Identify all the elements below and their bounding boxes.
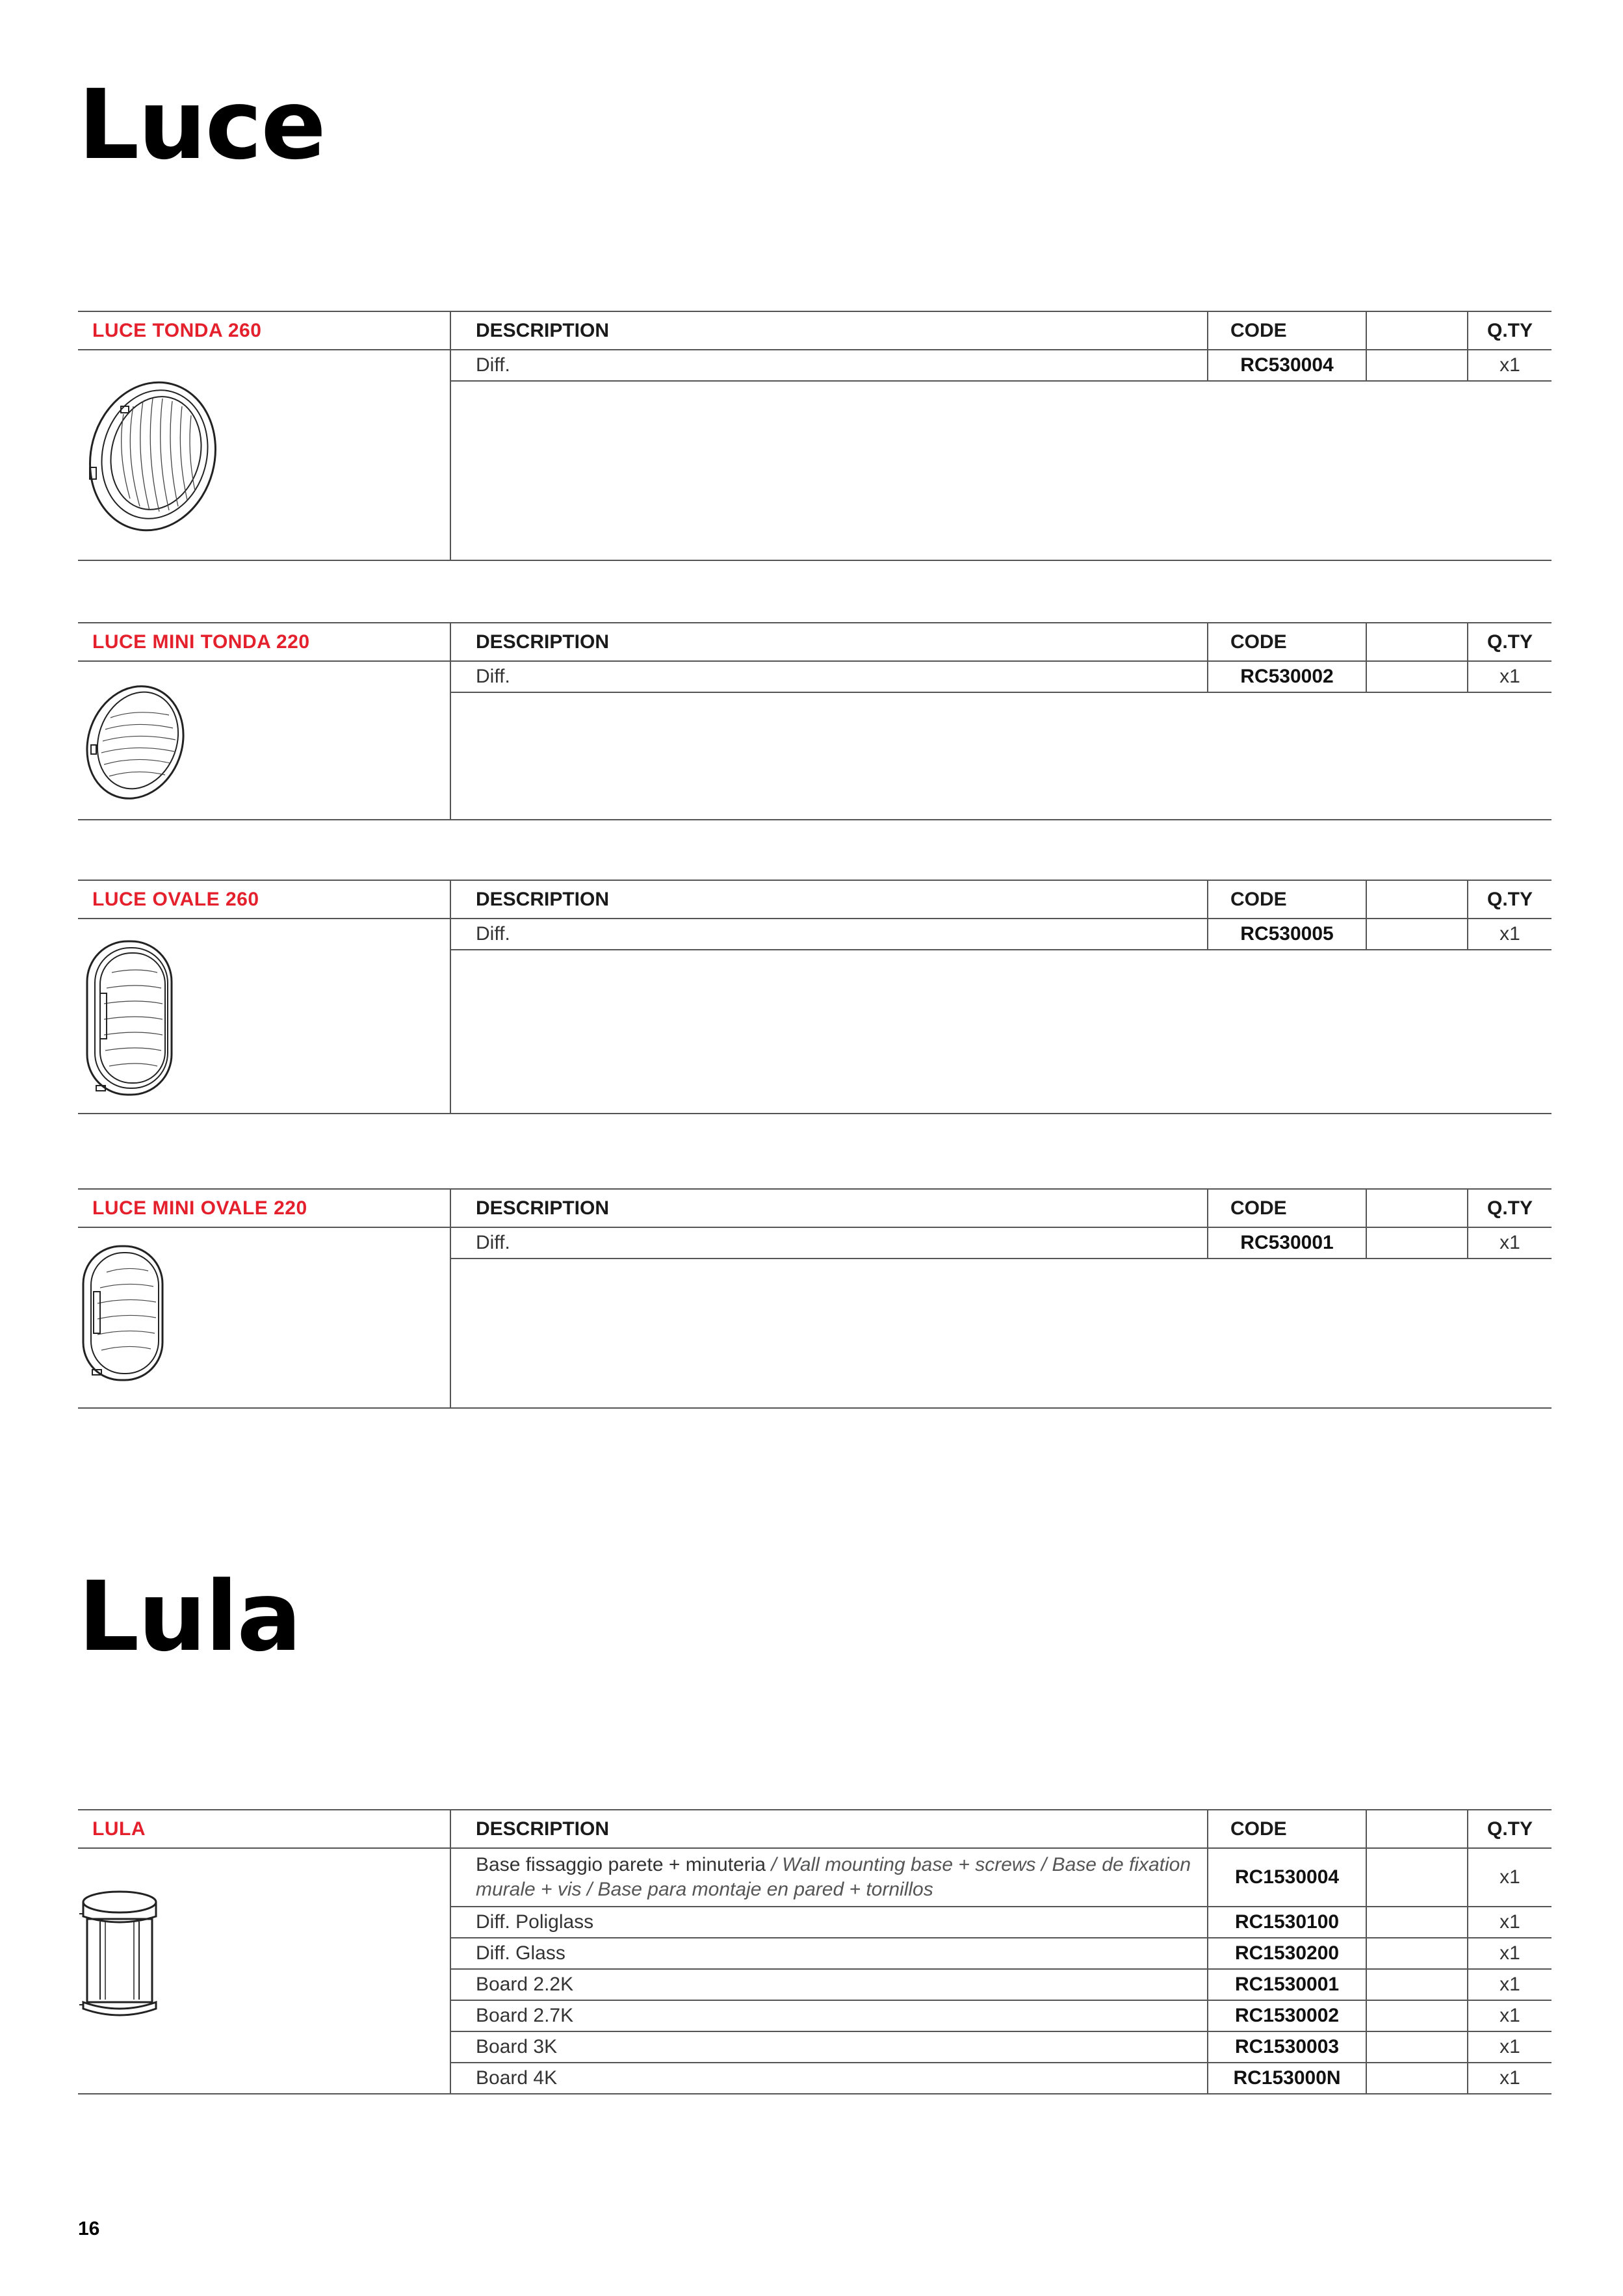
parts-table-luce-tonda-260 — [78, 311, 1552, 561]
row-code: RC1530004 — [1208, 1848, 1366, 1907]
qty-header: Q.TY — [1468, 623, 1552, 661]
row-blank — [1366, 2000, 1468, 2031]
row-description: Diff. — [450, 350, 1208, 381]
row-qty: x1 — [1468, 1848, 1552, 1907]
row-blank — [1366, 1227, 1468, 1259]
row-blank — [1366, 350, 1468, 381]
product-name: LUCE MINI OVALE 220 — [78, 1189, 450, 1227]
description-text: Base fissaggio parete + minuteria — [476, 1854, 766, 1875]
row-description: Board 4K — [450, 2063, 1208, 2094]
row-qty: x1 — [1468, 661, 1552, 692]
row-description — [450, 1848, 1208, 1907]
row-qty: x1 — [1468, 2000, 1552, 2031]
parts-table-lula — [78, 1809, 1552, 2094]
product-image — [78, 1848, 450, 2094]
product-name: LUCE TONDA 260 — [78, 311, 450, 350]
row-description: Diff. — [450, 661, 1208, 692]
round-bulkhead-lamp-icon — [78, 369, 227, 544]
row-code: RC1530001 — [1208, 1969, 1366, 2000]
qty-header: Q.TY — [1468, 1810, 1552, 1848]
row-blank — [1366, 2063, 1468, 2094]
description-header: DESCRIPTION — [450, 1810, 1208, 1848]
row-qty: x1 — [1468, 2063, 1552, 2094]
row-qty: x1 — [1468, 919, 1552, 950]
empty-area — [450, 381, 1552, 560]
oval-bulkhead-lamp-icon — [78, 933, 195, 1102]
empty-area — [450, 692, 1552, 820]
product-image — [78, 1227, 450, 1408]
section-title-lula: Lula — [78, 1561, 301, 1673]
row-code: RC530005 — [1208, 919, 1366, 950]
parts-table-luce-mini-tonda-220 — [78, 622, 1552, 820]
row-blank — [1366, 919, 1468, 950]
blank-header — [1366, 1810, 1468, 1848]
row-qty: x1 — [1468, 350, 1552, 381]
row-description: Board 2.2K — [450, 1969, 1208, 2000]
oval-bulkhead-lamp-icon — [78, 1240, 182, 1389]
row-code: RC1530003 — [1208, 2031, 1366, 2063]
product-image — [78, 350, 450, 560]
product-name: LUCE OVALE 260 — [78, 880, 450, 919]
row-description: Diff. — [450, 1227, 1208, 1259]
parts-table-luce-ovale-260 — [78, 880, 1552, 1114]
description-translation: / Wall mounting base + screws / Base de fixation murale + vis / Base para montaje en pared + tornillos — [476, 1854, 1191, 1900]
row-description: Board 2.7K — [450, 2000, 1208, 2031]
row-code: RC530004 — [1208, 350, 1366, 381]
row-description: Diff. Poliglass — [450, 1907, 1208, 1938]
code-header: CODE — [1208, 623, 1366, 661]
product-name: LULA — [78, 1810, 450, 1848]
blank-header — [1366, 623, 1468, 661]
blank-header — [1366, 880, 1468, 919]
row-code: RC530001 — [1208, 1227, 1366, 1259]
code-header: CODE — [1208, 880, 1366, 919]
row-blank — [1366, 1848, 1468, 1907]
row-blank — [1366, 1907, 1468, 1938]
description-header: DESCRIPTION — [450, 623, 1208, 661]
empty-area — [450, 1259, 1552, 1408]
row-blank — [1366, 1969, 1468, 2000]
qty-header: Q.TY — [1468, 880, 1552, 919]
code-header: CODE — [1208, 311, 1366, 350]
product-image — [78, 661, 450, 820]
empty-area — [450, 950, 1552, 1114]
qty-header: Q.TY — [1468, 1189, 1552, 1227]
round-bulkhead-lamp-icon — [78, 677, 195, 807]
parts-table-luce-mini-ovale-220 — [78, 1188, 1552, 1409]
row-code: RC530002 — [1208, 661, 1366, 692]
row-description: Diff. Glass — [450, 1938, 1208, 1969]
row-qty: x1 — [1468, 1227, 1552, 1259]
row-qty: x1 — [1468, 1969, 1552, 2000]
page-number: 16 — [78, 2218, 100, 2239]
row-code: RC1530200 — [1208, 1938, 1366, 1969]
row-code: RC1530002 — [1208, 2000, 1366, 2031]
blank-header — [1366, 311, 1468, 350]
row-description: Diff. — [450, 919, 1208, 950]
row-blank — [1366, 1938, 1468, 1969]
row-code: RC1530100 — [1208, 1907, 1366, 1938]
product-name: LUCE MINI TONDA 220 — [78, 623, 450, 661]
row-qty: x1 — [1468, 1938, 1552, 1969]
qty-header: Q.TY — [1468, 311, 1552, 350]
cylinder-wall-lamp-icon — [79, 1888, 177, 2024]
description-header: DESCRIPTION — [450, 311, 1208, 350]
description-header: DESCRIPTION — [450, 880, 1208, 919]
code-header: CODE — [1208, 1189, 1366, 1227]
blank-header — [1366, 1189, 1468, 1227]
row-blank — [1366, 661, 1468, 692]
section-title-luce: Luce — [78, 69, 325, 181]
code-header: CODE — [1208, 1810, 1366, 1848]
description-header: DESCRIPTION — [450, 1189, 1208, 1227]
row-qty: x1 — [1468, 2031, 1552, 2063]
product-image — [78, 919, 450, 1114]
row-blank — [1366, 2031, 1468, 2063]
row-description: Board 3K — [450, 2031, 1208, 2063]
row-code: RC153000N — [1208, 2063, 1366, 2094]
row-qty: x1 — [1468, 1907, 1552, 1938]
